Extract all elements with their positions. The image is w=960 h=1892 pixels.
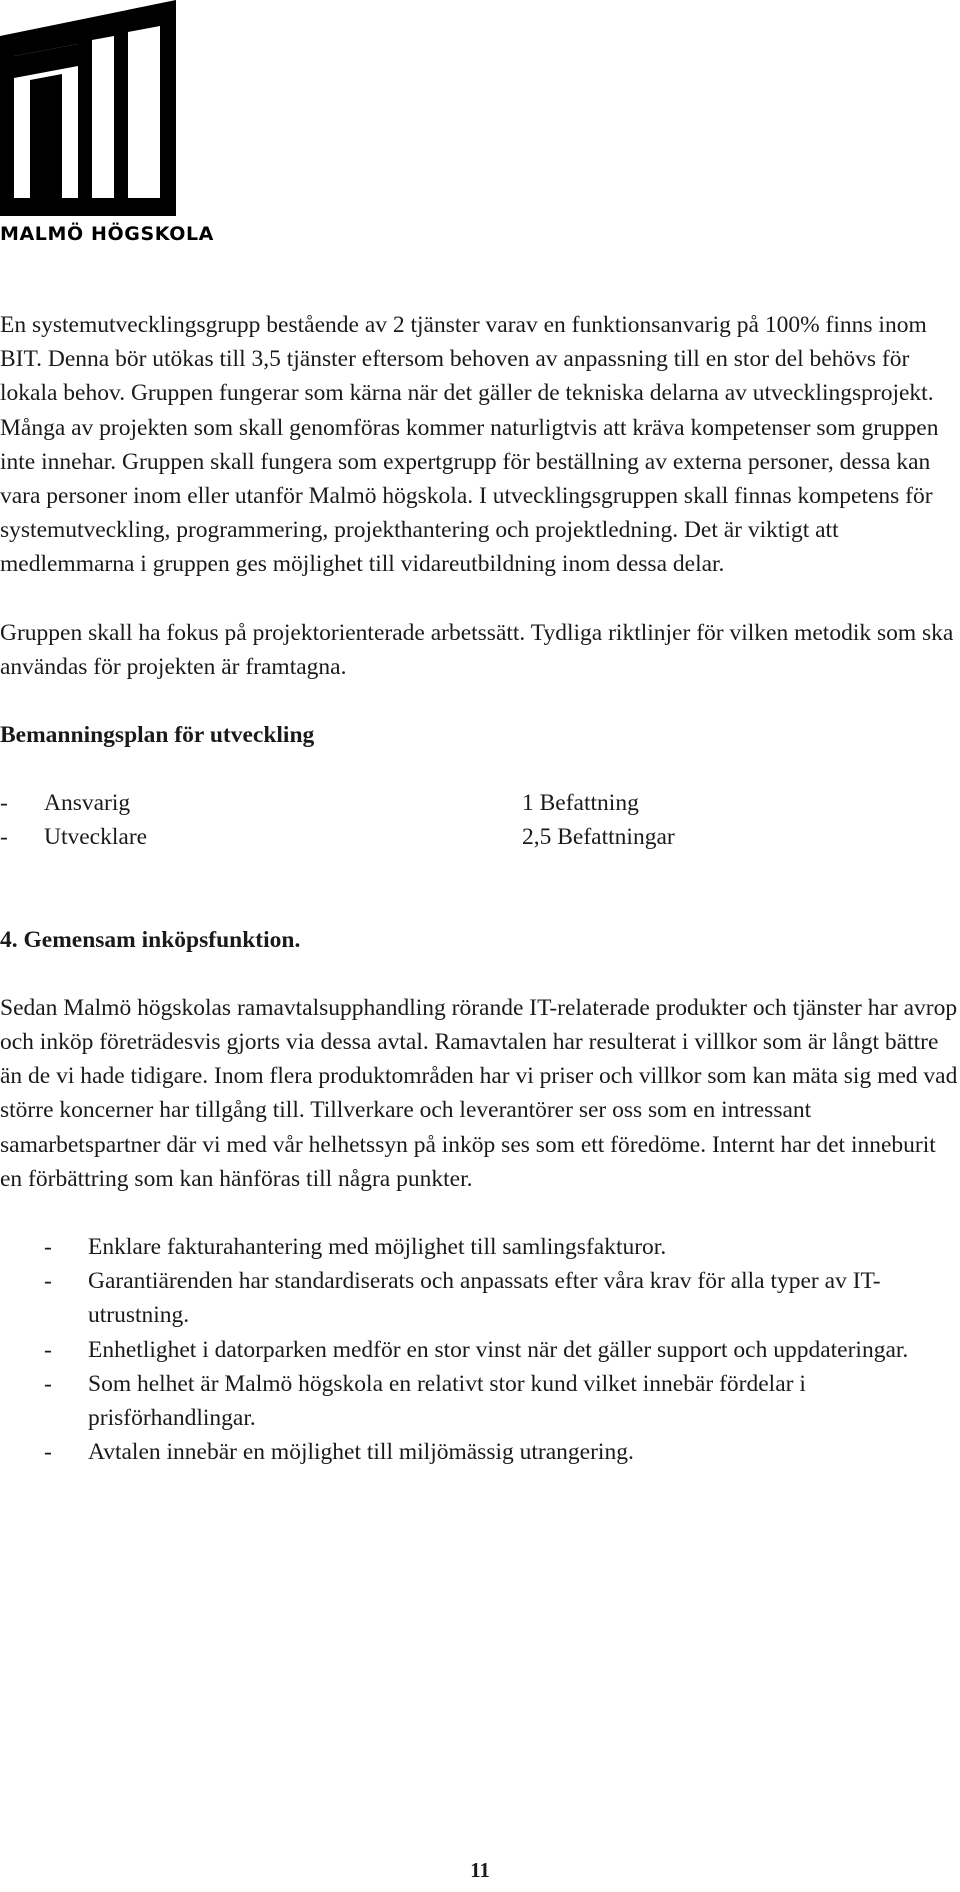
- list-dash: -: [0, 790, 8, 817]
- staffing-heading: Bemanningsplan för utveckling: [0, 722, 315, 749]
- list-item: [0, 1264, 958, 1332]
- list-dash: -: [44, 1234, 52, 1261]
- list-dash: -: [44, 1439, 52, 1466]
- list-item-text: Garantiärenden har standardiserats och anpassats efter våra krav för alla typer av IT-utrustning.: [88, 1268, 881, 1329]
- intro-paragraph: En systemutvecklingsgrupp bestående av 2 tjänster varav en funktionsanvarig på 100% finns inom BIT. Denna bör utökas till 3,5 tjänster eftersom behoven av anpassning till en stor del behövs för lokala behov. Gruppen fungerar som kärna när det gäller de tekniska delarna av utvecklingsprojekt. Många av projekten som skall genomföras kommer naturligtvis att kräva kompetenser som gruppen inte innehar. Gruppen skall fungera som expertgrupp för beställning av externa personer, dessa kan vara personer inom eller utanför Malmö högskola. I utvecklingsgruppen skall finnas kompetens för systemutveckling, programmering, projekthantering och projektledning. Det är viktigt att medlemmarna i gruppen ges möjlighet till vidareutbildning inom dessa delar.: [0, 312, 939, 578]
- list-item-text: Enhetlighet i datorparken medför en stor vinst när det gäller support och uppdateringar.: [88, 1336, 909, 1363]
- staffing-row: [0, 786, 958, 820]
- procurement-paragraph: Sedan Malmö högskolas ramavtalsupphandling rörande IT-relaterade produkter och tjänster har avrop och inköp företrädesvis gjorts via dessa avtal. Ramavtalen har resulterat i villkor som är långt bättre än de vi hade tidigare. Inom flera produktområden har vi priser och villkor som kan mäta sig med vad större koncerner har tillgång till. Tillverkare och leverantörer ser oss som en intressant samarbetspartner där vi med vår helhetssyn på inköp ses som ett föredöme. Internt har det inneburit en förbättring som kan hänföras till några punkter.: [0, 994, 958, 1192]
- list-item: [0, 1333, 958, 1367]
- logo-wordmark: MALMÖ HÖGSKOLA: [0, 223, 214, 245]
- section-4-heading: 4. Gemensam inköpsfunktion.: [0, 926, 301, 953]
- logo-mark-icon: [0, 0, 176, 216]
- document-body: [0, 308, 958, 1469]
- list-item: [0, 1435, 958, 1469]
- list-dash: -: [44, 1370, 52, 1397]
- list-dash: -: [0, 824, 8, 851]
- list-dash: -: [44, 1336, 52, 1363]
- staffing-amount: 1 Befattning: [522, 790, 639, 817]
- staffing-list: [0, 786, 958, 854]
- methodology-paragraph: Gruppen skall ha fokus på projektorienterade arbetssätt. Tydliga riktlinjer för vilken metodik som ska användas för projekten är framtagna.: [0, 619, 954, 680]
- staffing-role: Ansvarig: [44, 790, 131, 817]
- list-item-text: Som helhet är Malmö högskola en relativt stor kund vilket innebär fördelar i prisförhandlingar.: [88, 1370, 806, 1432]
- page-number: 11: [470, 1858, 490, 1882]
- staffing-role: Utvecklare: [44, 824, 148, 851]
- staffing-row: [0, 820, 958, 854]
- staffing-amount: 2,5 Befattningar: [522, 824, 675, 851]
- list-item-text: Avtalen innebär en möjlighet till miljömässig utrangering.: [88, 1439, 634, 1466]
- malmo-hogskola-logo: [0, 0, 214, 250]
- list-dash: -: [44, 1268, 52, 1295]
- procurement-bullet-list: [0, 1230, 958, 1469]
- list-item-text: Enklare fakturahantering med möjlighet till samlingsfakturor.: [88, 1234, 667, 1261]
- list-item: [0, 1367, 958, 1435]
- list-item: [0, 1230, 958, 1264]
